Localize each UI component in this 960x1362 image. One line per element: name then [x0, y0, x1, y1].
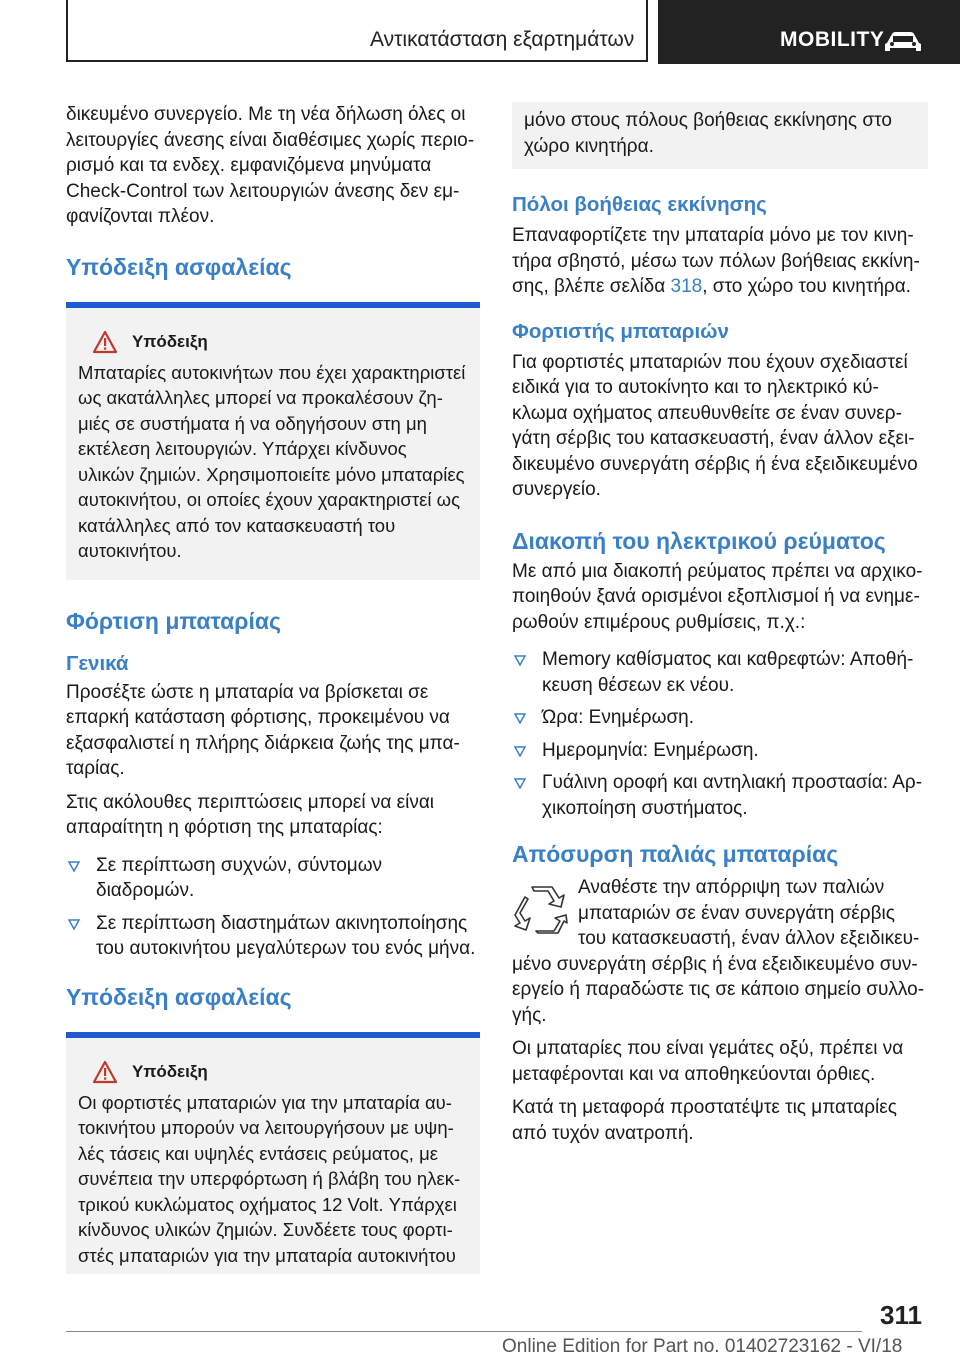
list-item-text: Σε περίπτωση συχνών, σύντομων διαδρομών.	[96, 854, 383, 901]
list-item-text: Ημερομηνία: Ενημέρωση.	[542, 739, 759, 761]
triangle-bullet-icon	[68, 861, 80, 872]
intro-paragraph: δικευμένο συνεργείο. Με τη νέα δήλωση όλες οι λειτουργίες άνεσης είναι διαθέσιμες χωρίς περιορισμό και τα ενδεχ. εμφανιζόμενα μηνύματα Check-Control των λειτουργιών άνεσης δεν εμφανίζονται πλέον.	[66, 104, 475, 227]
start-terminals-heading: Πόλοι βοήθειας εκκίνησης	[512, 193, 767, 216]
note-box-1	[66, 308, 480, 580]
note-title-2: Υπόδειξη	[132, 1061, 208, 1081]
list-item-text: Memory καθίσματος και καθρεφτών: Αποθήκευση θέσεων εκ νέου.	[542, 649, 914, 696]
charging-bullet-list	[66, 853, 480, 962]
list-item	[66, 853, 480, 904]
disposal-block	[512, 875, 928, 1028]
charging-heading: Φόρτιση μπαταρίας	[66, 607, 282, 634]
page-number: 311	[880, 1300, 922, 1330]
continued-note-text: μόνο στους πόλους βοήθειας εκκίνησης στο χώρο κινητήρα.	[524, 110, 892, 157]
disposal-paragraph-3: Κατά τη μεταφορά προστατέψτε τις μπαταρίες από τυχόν ανατροπή.	[512, 1097, 897, 1144]
power-interruption-heading: Διακοπή του ηλεκτρικού ρεύματος	[512, 527, 886, 554]
list-item	[512, 738, 928, 764]
general-heading: Γενικά	[66, 651, 129, 675]
note-box-2	[66, 1038, 480, 1275]
triangle-bullet-icon	[514, 655, 526, 666]
charger-paragraph: Για φορτιστές μπαταριών που έχουν σχεδιαστεί ειδικά για το αυτοκίνητο και το ηλεκτρικό κύκλωμα οχήματος απευθυνθείτε σε έναν συνεργάτη σέρβις του κατασκευαστή, έναν άλλον εξειδικευμένο συνεργάτη σέρβις ή ένα εξειδικευμένο συνεργείο.	[512, 351, 918, 500]
list-item-text: Ώρα: Ενημέρωση.	[542, 707, 695, 728]
disposal-paragraph-2: Οι μπαταρίες που είναι γεμάτες οξύ, πρέπει να μεταφέρονται και να αποθηκεύονται όρθιες.	[512, 1038, 904, 1085]
power-interruption-paragraph: Με από μια διακοπή ρεύματος πρέπει να αρχικοποιηθούν ξανά ορισμένοι εξοπλισμοί ή να ενημερωθούν επιμέρους ρυθμίσεις, π.χ.:	[512, 560, 923, 633]
list-item-text: Σε περίπτωση διαστημάτων ακινητοποίησης του αυτοκινήτου μεγαλύτερων του ενός μήνα.	[96, 912, 476, 959]
continued-note-box	[512, 102, 928, 169]
recycle-icon	[514, 885, 568, 935]
disposal-text-continued: μένο συνεργάτη σέρβις ή ένα εξειδικευμένο συνεργείο ή παραδώστε τις σε κάποιο σημείο συλλογής.	[512, 953, 925, 1026]
list-item	[512, 705, 928, 731]
left-column	[66, 102, 480, 1274]
power-bullet-list	[512, 647, 928, 821]
charger-heading: Φορτιστής μπαταριών	[512, 319, 729, 343]
note-header-1	[78, 308, 468, 354]
edition-footer: Online Edition for Part no. 01402723162 - VI/18	[502, 1336, 903, 1357]
note-text-2: Οι φορτιστές μπαταριών για την μπαταρία αυτοκινήτου μπορούν να λειτουργήσουν με υψηλές τάσεις και υψηλές εντάσεις ρεύματος, με συνέπεια την υπερφόρτωση ή βλάβη του ηλεκτρικού κυκλώματος οχήματος 12 Volt. Υπάρχει κίνδυνος υλικών ζημιών. Συνδέετε τους φορτιστές μπαταριών για την μπαταρία αυτοκινήτου	[78, 1091, 461, 1266]
triangle-bullet-icon	[514, 746, 526, 757]
section-title: Αντικατάσταση εξαρτημάτων	[370, 28, 635, 51]
general-paragraph-1: Προσέξτε ώστε η μπαταρία να βρίσκεται σε επαρκή κατάσταση φόρτισης, προκειμένου να εξασφαλιστεί η πλήρης διάρκεια ζωής της μπαταρίας.	[66, 681, 460, 779]
right-column	[512, 102, 928, 1154]
note-text-1: Μπαταρίες αυτοκινήτων που έχει χαρακτηριστεί ως ακατάλληλες μπορεί να προκαλέσουν ζημιές σε συστήματα ή να οδηγήσουν στη μη εκτέλεση λειτουργιών. Υπάρχει κίνδυνος υλικών ζημιών. Χρησιμοποιείτε μόνο μπαταρίες αυτοκινήτου, οι οποίες έχουν χαρακτηριστεί ως κατάλληλες από τον κατασκευαστή του αυτοκινήτου.	[78, 361, 466, 561]
footer-divider	[66, 1331, 862, 1332]
note-header-2	[78, 1038, 468, 1084]
general-paragraph-2: Στις ακόλουθες περιπτώσεις μπορεί να είναι απαραίτητη η φόρτιση της μπαταρίας:	[66, 791, 435, 838]
triangle-bullet-icon	[514, 713, 526, 724]
start-text-after: , στο χώρο του κινητήρα.	[702, 276, 911, 297]
start-terminals-paragraph	[512, 223, 928, 300]
warning-icon	[92, 1060, 118, 1084]
disposal-text-indented: Αναθέστε την απόρριψη των παλιών μπαταριών σε έναν συνεργάτη σέρβις του κατασκευαστή, έναν άλλον εξειδικευ-	[578, 877, 920, 949]
start-text-before: Επαναφορτίζετε την μπαταρία μόνο με τον κινητήρα σβηστό, μέσω των πόλων βοήθειας εκκίνησης, βλέπε σελίδα	[512, 225, 920, 297]
disposal-heading: Απόσυρση παλιάς μπαταρίας	[512, 841, 839, 867]
list-item-text: Γυάλινη οροφή και αντηλιακή προστασία: Αρχικοποίηση συστήματος.	[542, 772, 923, 819]
page-link-318[interactable]: 318	[670, 276, 703, 297]
warning-icon	[92, 330, 118, 354]
safety-heading-2: Υπόδειξη ασφαλείας	[66, 983, 292, 1010]
list-item	[512, 647, 928, 698]
list-item	[512, 770, 928, 821]
car-icon	[883, 29, 923, 55]
triangle-bullet-icon	[68, 919, 80, 930]
triangle-bullet-icon	[514, 778, 526, 789]
safety-heading-1: Υπόδειξη ασφαλείας	[66, 253, 292, 280]
note-title-1: Υπόδειξη	[132, 331, 208, 351]
list-item	[66, 911, 480, 962]
chapter-label: MOBILITY	[780, 28, 885, 51]
